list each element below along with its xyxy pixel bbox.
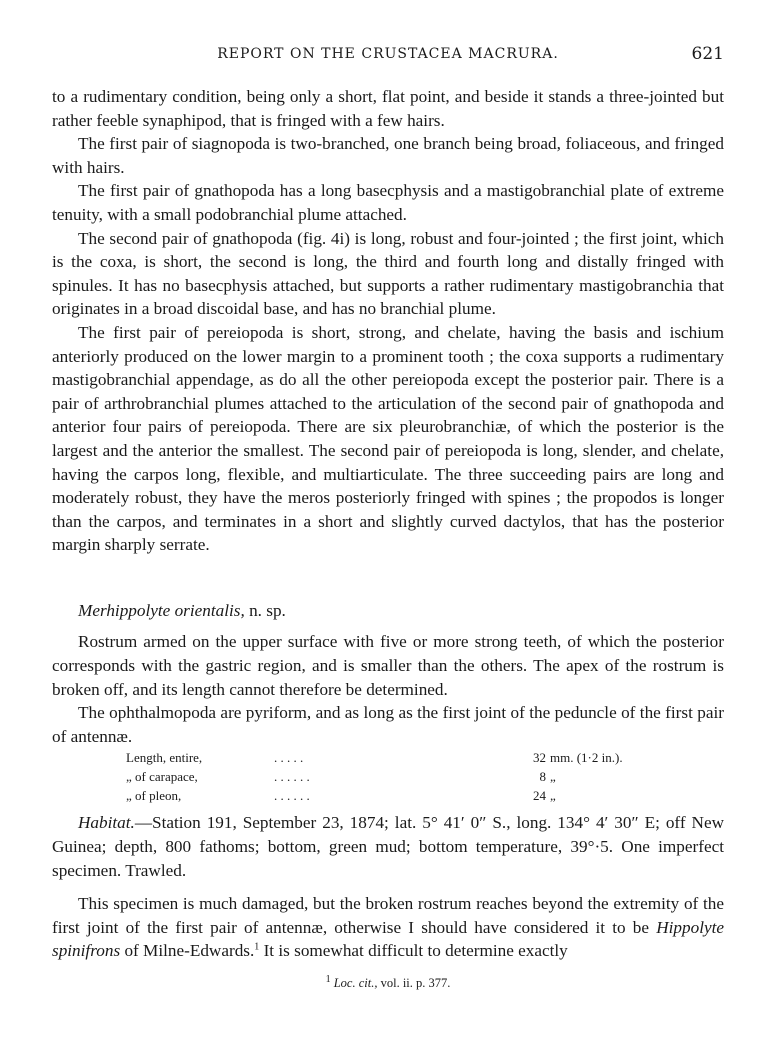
habitat-text: —Station 191, September 23, 1874; lat. 5° 41′ 0″ S., long. 134° 4′ 30″ E; off New Guinea; depth, 800 fathoms; bottom, green mud; bottom temperature, 39°·5. One imperfect specimen. Trawled. — [52, 813, 724, 880]
paragraph: The second pair of gnathopoda (fig. 4i) is long, robust and four-jointed ; the first joint, which is the coxa, is short, the second is long, the third and fourth long and distally fringed with spinules. It has no basecphysis attached, but supports a rather rudimentary mastigobranchia that originates in a broad discoidal base, and has no branchial plume. — [52, 228, 724, 319]
closing-text: This specimen is much damaged, but the broken rostrum reaches beyond the extremity of the first joint of the first pair of antennæ, otherwise I should have considered it to be — [52, 894, 724, 937]
habitat-label: Habitat. — [78, 813, 135, 833]
running-title: REPORT ON THE CRUSTACEA MACRURA. — [217, 46, 559, 62]
measurement-label: Length, entire, — [126, 750, 203, 766]
footnote-text: vol. ii. p. 377. — [377, 976, 451, 990]
paragraph: The first pair of siagnopoda is two-branched, one branch being broad, foliaceous, and fringed with hairs. — [52, 134, 724, 177]
measurement-unit: „ — [550, 769, 556, 785]
measurements-table — [126, 748, 660, 805]
habitat-paragraph — [52, 811, 724, 882]
species-reference: Hippolyte spinifrons — [52, 917, 724, 961]
closing-paragraph — [52, 892, 724, 963]
footnote-marker: 1 — [254, 941, 260, 953]
description-paragraph: Rostrum armed on the upper surface with five or more strong teeth, of which the posterior corresponds with the gastric region, and is smaller than the others. The apex of the rostrum is broken off, and its length cannot therefore be determined. — [52, 632, 724, 699]
leader-dots: . . . . . . — [274, 788, 310, 804]
description-paragraph: The ophthalmopoda are pyriform, and as long as the first joint of the peduncle of the first pair of antennæ. — [52, 703, 724, 746]
measurement-unit: „ — [550, 788, 556, 804]
measurement-row — [126, 748, 660, 767]
measurement-value: 24 — [533, 788, 546, 804]
running-header — [52, 46, 724, 70]
measurement-value: 32 — [533, 750, 546, 766]
closing-text: of Milne-Edwards. — [120, 941, 255, 961]
footnote-loc: Loc. cit., — [333, 976, 378, 990]
measurement-row — [126, 786, 660, 805]
measurement-label: „ of carapace, — [126, 769, 198, 785]
body-text — [52, 85, 724, 963]
paragraph: to a rudimentary condition, being only a short, flat point, and beside it stands a three-jointed but rather feeble synaphipod, that is fringed with a few hairs. — [52, 87, 724, 130]
measurement-label: „ of pleon, — [126, 788, 182, 804]
footnote — [0, 973, 776, 991]
measurement-unit: mm. (1·2 in.). — [550, 750, 623, 766]
measurement-value: 8 — [539, 769, 546, 785]
measurement-row — [126, 767, 660, 786]
leader-dots: . . . . . — [274, 750, 304, 766]
paragraph: The first pair of pereiopoda is short, strong, and chelate, having the basis and ischium anteriorly produced on the lower margin to a prominent tooth ; the coxa supports a rudimentary mastigobranchial appendage, as do all the other pereiopoda except the posterior pair. There is a pair of arthrobranchial plumes attached to the articulation of the second pair of gnathopoda and anterior four pairs of pereiopoda. There are six pleurobranchiæ, of which the posterior is the largest and the anterior the smallest. The second pair of pereiopoda is long, slender, and chelate, having the carpos long, flexible, and multiarticulate. The three succeeding pairs are long and moderately robust, they have the meros posteriorly fringed with spines ; the propodos is longer than the carpos, and terminates in a short and slightly curved dactylos, that has the posterior margin sharply serrate. — [52, 322, 724, 555]
species-suffix: n. sp. — [244, 600, 286, 620]
closing-text: It is somewhat difficult to determine exactly — [259, 941, 568, 961]
species-heading — [52, 599, 724, 623]
paragraph: The first pair of gnathopoda has a long basecphysis and a mastigobranchial plate of extreme tenuity, with a small podobranchial plume attached. — [52, 181, 724, 224]
footnote-mark: 1 — [325, 973, 331, 985]
page-number: 621 — [691, 44, 724, 64]
species-name: Merhippolyte orientalis, — [78, 600, 245, 620]
leader-dots: . . . . . . — [274, 769, 310, 785]
